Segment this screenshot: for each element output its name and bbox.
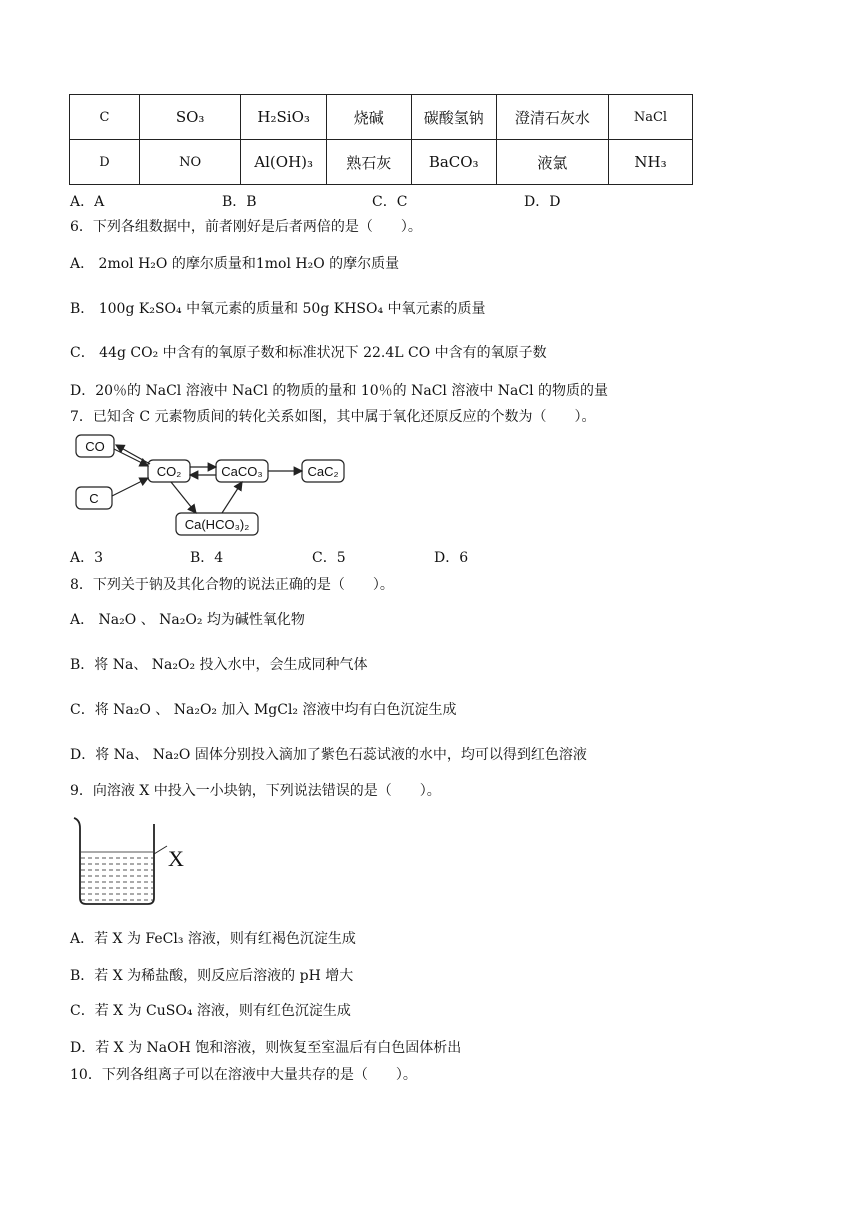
table-cell: BaCO₃ [411,140,496,185]
q8-stem: 8．下列关于钠及其化合物的说法正确的是（ ）。 [70,577,394,593]
table-cell: D [70,140,140,185]
q6-option-d: D．20％的 NaCl 溶液中 NaCl 的物质的量和 10％的 NaCl 溶液中 NaCl 的物质的量 [70,383,609,399]
table-row [70,140,693,185]
node-co2: CO₂ [156,464,182,479]
q7-stem: 7．已知含 C 元素物质间的转化关系如图，其中属于氧化还原反应的个数为（ ）。 [70,409,596,425]
q9-option-c: C．若 X 为 CuSO₄ 溶液，则有红色沉淀生成 [70,1003,351,1019]
arrow-c-to-co2 [112,478,148,496]
carbon-conversion-diagram [70,430,360,540]
arrow-co2-to-co [116,445,150,464]
beaker-figure [70,814,200,910]
option-text: D．D [524,194,561,210]
arrow-co-to-co2 [114,449,148,466]
label-pointer [154,846,167,854]
node-cahco3: Ca(HCO₃)₂ [184,517,250,532]
q6-option-a: A． 2mol H₂O 的摩尔质量和1mol H₂O 的摩尔质量 [70,256,400,272]
q9-option-a: A．若 X 为 FeCl₃ 溶液，则有红褐色沉淀生成 [70,931,356,947]
q6-option-c: C． 44g CO₂ 中含有的氧原子数和标准状况下 22.4L CO 中含有的氧原子数 [70,345,547,361]
table-cell: NO [139,140,241,185]
option-text: C．C [372,194,408,210]
table-row [70,95,693,140]
node-co: CO [85,439,105,454]
table-cell: 澄清石灰水 [496,95,608,140]
q8-option-d: D．将 Na、 Na₂O 固体分别投入滴加了紫色石蕊试液的水中，均可以得到红色溶液 [70,747,587,763]
table-cell: 碳酸氢钠 [411,95,496,140]
option-text: B．4 [190,550,224,566]
table-cell: Al(OH)₃ [241,140,326,185]
option-text: C．5 [312,550,346,566]
q9-option-d: D．若 X 为 NaOH 饱和溶液，则恢复至室温后有白色固体析出 [70,1040,462,1056]
q9-option-b: B．若 X 为稀盐酸，则反应后溶液的 pH 增大 [70,968,354,984]
node-caco3: CaCO₃ [221,464,263,479]
q5-options [0,191,860,211]
table-cell: 液氯 [496,140,608,185]
arrow-cahco3-to-caco3 [222,482,242,513]
option-text: D．6 [434,550,469,566]
table-cell: 熟石灰 [326,140,411,185]
liquid-lines [81,852,153,900]
q8-option-b: B．将 Na、 Na₂O₂ 投入水中，会生成同种气体 [70,657,368,673]
q8-option-a: A． Na₂O 、 Na₂O₂ 均为碱性氧化物 [70,612,305,628]
table-cell: 烧碱 [326,95,411,140]
q10-stem: 10．下列各组离子可以在溶液中大量共存的是（ ）。 [70,1067,417,1083]
classification-table [69,94,693,185]
node-c: C [89,491,99,506]
table-cell: SO₃ [139,95,241,140]
node-cac2: CaC₂ [307,464,339,479]
q6-stem: 6．下列各组数据中，前者刚好是后者两倍的是（ ）。 [70,219,422,235]
option-text: A．A [70,194,105,210]
option-text: A．3 [70,550,104,566]
q7-options [0,547,860,567]
q6-option-b: B． 100g K₂SO₄ 中氧元素的质量和 50g KHSO₄ 中氧元素的质量 [70,301,486,317]
option-text: B．B [222,194,257,210]
table-cell: NaCl [608,95,692,140]
arrow-co2-to-cahco3 [171,482,196,513]
table-cell: NH₃ [608,140,692,185]
q9-stem: 9．向溶液 X 中投入一小块钠，下列说法错误的是（ ）。 [70,783,441,799]
table-cell: C [70,95,140,140]
beaker-label: X [168,846,184,871]
q8-option-c: C．将 Na₂O 、 Na₂O₂ 加入 MgCl₂ 溶液中均有白色沉淀生成 [70,702,457,718]
beaker-outline [74,818,154,904]
table-cell: H₂SiO₃ [241,95,326,140]
